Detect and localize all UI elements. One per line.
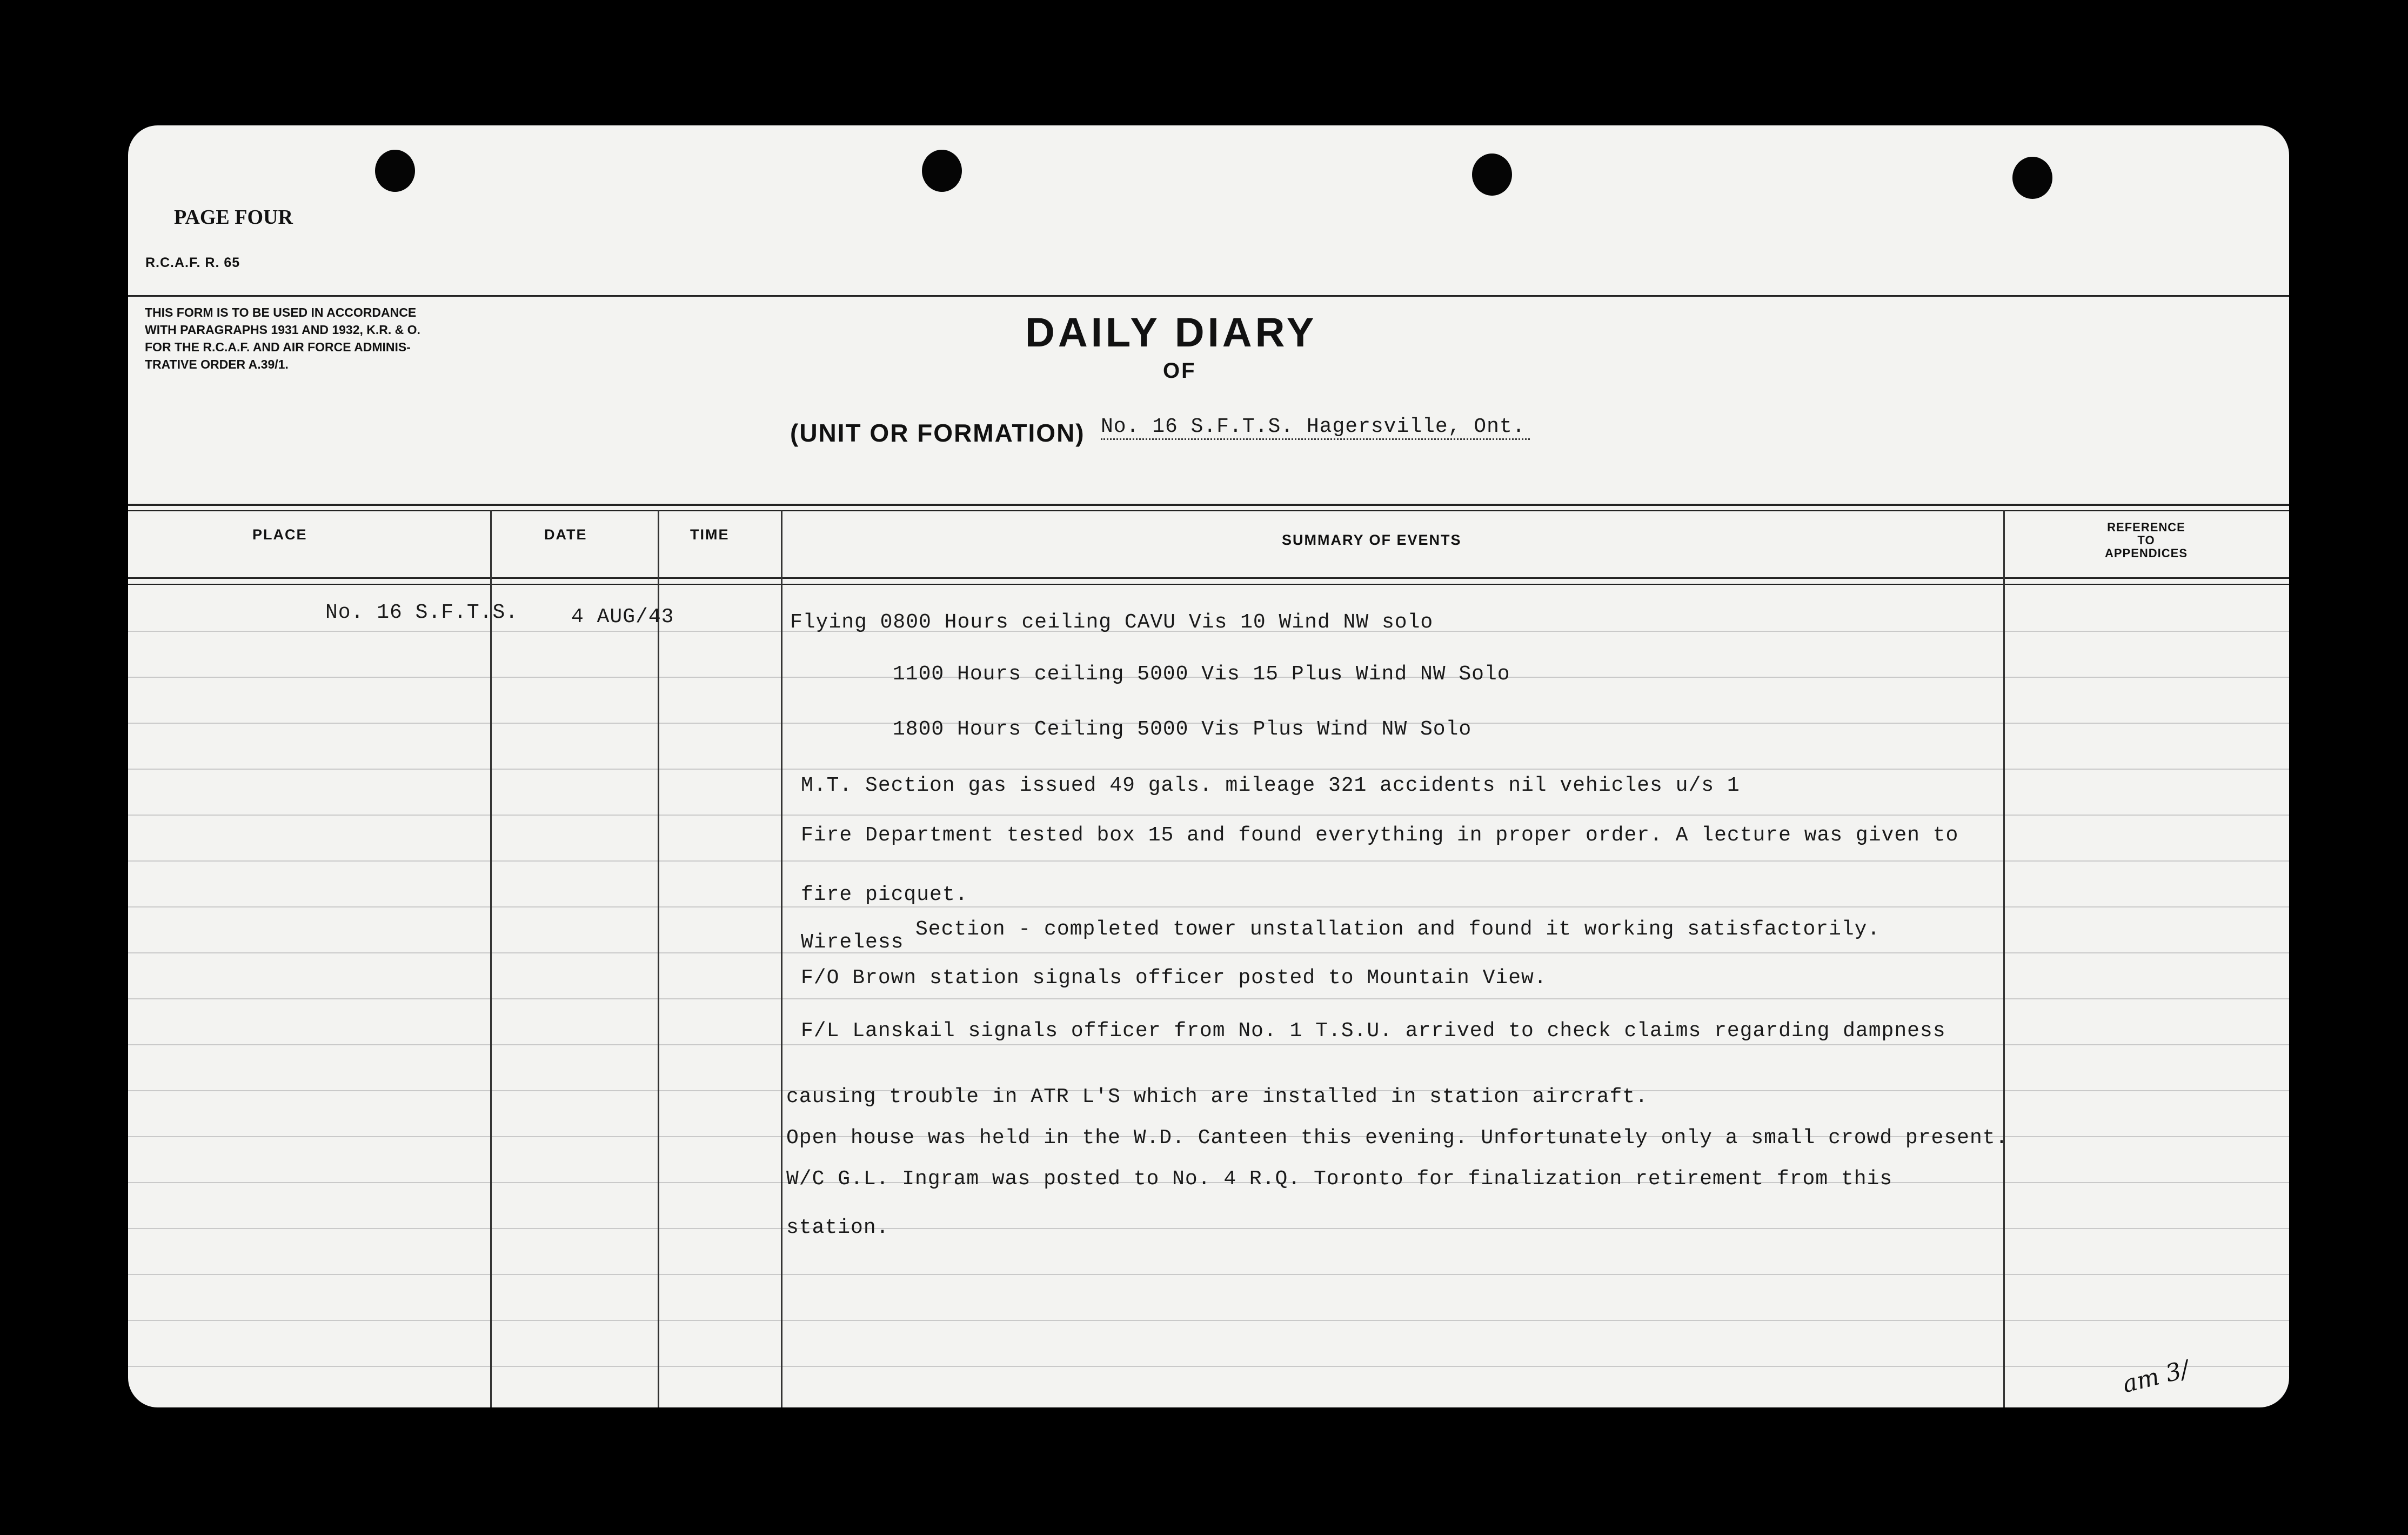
summary-line: causing trouble in ATR L'S which are installed in station aircraft. — [786, 1085, 1648, 1109]
usage-note-line: FOR THE R.C.A.F. AND AIR FORCE ADMINIS- — [145, 340, 411, 354]
summary-line: F/L Lanskail signals officer from No. 1 T.S.U. arrived to check claims regarding dampness — [801, 1019, 1946, 1043]
column-header-time: TIME — [690, 526, 730, 543]
punch-hole — [1472, 154, 1512, 196]
summary-line: station. — [786, 1216, 889, 1239]
column-divider — [781, 510, 782, 1407]
form-number: R.C.A.F. R. 65 — [145, 255, 240, 270]
entry-place: No. 16 S.F.T.S. — [325, 601, 519, 624]
column-header-summary: SUMMARY OF EVENTS — [1282, 532, 1462, 548]
reference-line: TO — [2137, 533, 2155, 547]
punch-hole — [375, 150, 415, 192]
summary-line: fire picquet. — [801, 883, 968, 906]
summary-line: 1800 Hours Ceiling 5000 Vis Plus Wind NW Solo — [893, 718, 1472, 741]
summary-line: Wireless — [801, 931, 904, 954]
summary-line: Fire Department tested box 15 and found everything in proper order. A lecture was given to — [801, 824, 1959, 847]
summary-line: W/C G.L. Ingram was posted to No. 4 R.Q. Toronto for finalization retirement from this — [786, 1167, 1893, 1191]
form-title: DAILY DIARY — [1025, 310, 1317, 356]
column-divider — [2003, 510, 2005, 1407]
summary-line: Section - completed tower unstallation and found it working satisfactorily. — [915, 918, 1881, 941]
usage-note — [145, 304, 420, 373]
summary-line: 1100 Hours ceiling 5000 Vis 15 Plus Wind NW Solo — [893, 663, 1510, 686]
table-top-rule-2 — [128, 510, 2289, 511]
punch-hole — [922, 150, 962, 192]
handwritten-initials: am 3/ — [2119, 1355, 2192, 1399]
column-header-rule — [128, 577, 2289, 579]
table-top-rule — [128, 504, 2289, 506]
summary-line: Flying 0800 Hours ceiling CAVU Vis 10 Wind NW solo — [790, 611, 1434, 634]
column-header-place: PLACE — [252, 526, 307, 543]
column-header-rule-2 — [128, 584, 2289, 585]
reference-line: REFERENCE — [2107, 520, 2185, 534]
column-header-date: DATE — [544, 526, 587, 543]
header-rule — [128, 295, 2289, 297]
usage-note-line: THIS FORM IS TO BE USED IN ACCORDANCE — [145, 305, 417, 319]
column-divider — [658, 510, 659, 1407]
column-header-reference — [2003, 521, 2289, 560]
summary-line: Open house was held in the W.D. Canteen this evening. Unfortunately only a small crowd present. — [786, 1126, 2009, 1150]
summary-line: F/O Brown station signals officer posted to Mountain View. — [801, 966, 1547, 990]
reference-line: APPENDICES — [2104, 546, 2188, 560]
entry-date: 4 AUG/43 — [571, 605, 674, 629]
punch-hole — [2012, 157, 2052, 199]
diary-form-card — [128, 125, 2289, 1407]
column-divider — [490, 510, 492, 1407]
page-number: PAGE FOUR — [174, 206, 293, 229]
unit-label: (UNIT OR FORMATION) — [790, 419, 1085, 447]
summary-line: M.T. Section gas issued 49 gals. mileage 321 accidents nil vehicles u/s 1 — [801, 774, 1740, 797]
usage-note-line: WITH PARAGRAPHS 1931 AND 1932, K.R. & O. — [145, 323, 420, 337]
form-title-of: OF — [1163, 359, 1196, 383]
usage-note-line: TRATIVE ORDER A.39/1. — [145, 357, 289, 371]
unit-value: No. 16 S.F.T.S. Hagersville, Ont. — [1101, 415, 1530, 440]
